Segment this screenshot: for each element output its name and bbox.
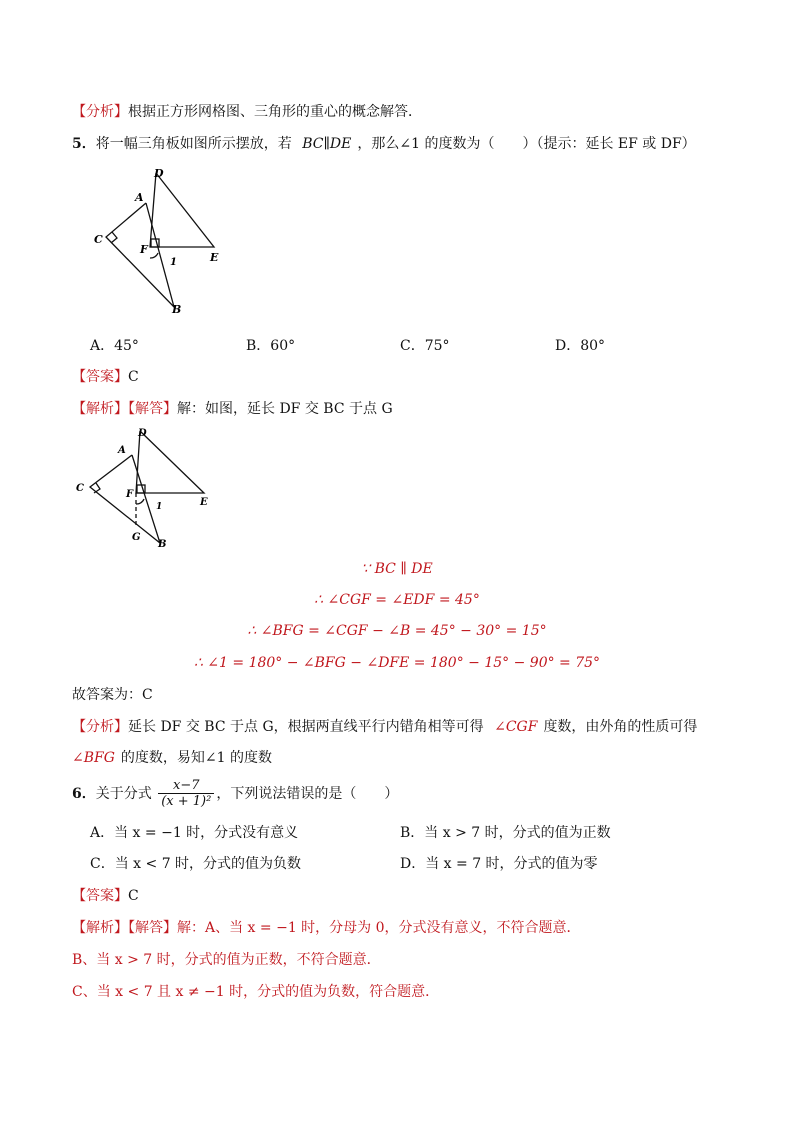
fraction-denominator: (x + 1)² (161, 794, 212, 809)
label-f: F (140, 243, 148, 256)
label-e: E (210, 251, 219, 264)
label-b: B (172, 303, 182, 316)
step-1: ∵ BC ∥ DE (361, 561, 433, 577)
label-f: F (126, 489, 134, 500)
label-g: G (132, 532, 141, 543)
answer-line-6 (72, 887, 139, 905)
step-3: ∴ ∠BFG = ∠CGF − ∠B = 45° − 30° = 15° (247, 623, 547, 639)
question-text-b: ，那么∠1 的度数为（ ）（提示：延长 EF 或 DF） (357, 136, 696, 152)
answer-value: C (128, 888, 139, 904)
math-angle-bfg: ∠BFG (72, 750, 115, 766)
question-text-a: 将一幅三角板如图所示摆放，若 (95, 136, 292, 152)
answer-line-5 (72, 368, 139, 386)
triangle-figure-2 (70, 425, 220, 550)
fraction (158, 778, 214, 810)
explain-text: 解：如图，延长 DF 交 BC 于点 G (177, 401, 393, 417)
explain-text-a: 解：A、当 x = −1 时，分母为 0，分式没有意义，不符合题意． (177, 920, 581, 936)
option-d: D．80° (555, 338, 606, 354)
label-d: D (138, 428, 147, 439)
analysis-tag: 【分析】 (72, 719, 128, 735)
label-e: E (200, 497, 208, 508)
analysis-text-a: 延长 DF 交 BC 于点 G，根据两直线平行内错角相等可得 (128, 719, 484, 735)
explain-tag: 【解析】【解答】 (72, 920, 177, 936)
analysis-text-b: 度数，由外角的性质可得 (543, 719, 698, 735)
label-b: B (158, 539, 167, 550)
question-number: 5． (72, 136, 96, 152)
label-c: C (76, 483, 84, 494)
analysis-tag: 【分析】 (72, 104, 128, 120)
analysis-5-line2 (72, 749, 272, 767)
explain-line-6b: B、当 x > 7 时，分式的值为正数，不符合题意． (72, 952, 381, 968)
question-6-stem (72, 778, 398, 810)
triangle-figure-1 (88, 165, 238, 320)
q6-option-d: D．当 x = 7 时，分式的值为零 (400, 856, 598, 872)
q6-option-b: B．当 x > 7 时，分式的值为正数 (400, 825, 611, 841)
analysis-text-c: 的度数，易知∠1 的度数 (120, 750, 273, 766)
step-2: ∴ ∠CGF = ∠EDF = 45° (314, 592, 480, 608)
math-angle-cgf: ∠CGF (494, 719, 538, 735)
option-b: B．60° (246, 338, 296, 354)
analysis-5-line1 (72, 718, 697, 736)
math-bc-parallel-de: BC∥DE (302, 136, 352, 152)
question-5-stem (72, 135, 696, 153)
q6-option-a: A．当 x = −1 时，分式没有意义 (90, 825, 299, 841)
explain-line-6c: C、当 x < 7 且 x ≠ −1 时，分式的值为负数，符合题意． (72, 984, 440, 1000)
label-angle-1: 1 (156, 502, 163, 512)
option-c: C．75° (400, 338, 450, 354)
question-text-a: 关于分式 (95, 786, 152, 802)
question-number: 6． (72, 786, 96, 802)
answer-value: C (128, 369, 139, 385)
fraction-numerator: x−7 (158, 778, 214, 794)
explain-line-6a (72, 919, 581, 937)
label-a: A (135, 191, 144, 204)
explain-line-5 (72, 400, 393, 418)
explain-tag: 【解析】【解答】 (72, 401, 177, 417)
answer-tag: 【答案】 (72, 369, 128, 385)
label-d: D (154, 167, 164, 180)
question-text-b: ，下列说法错误的是（ ） (216, 786, 399, 802)
step-4: ∴ ∠1 = 180° − ∠BFG − ∠DFE = 180° − 15° − 90° = 75° (193, 655, 601, 671)
label-a: A (118, 445, 126, 456)
label-c: C (94, 233, 103, 246)
answer-tag: 【答案】 (72, 888, 128, 904)
conclusion-5: 故答案为：C (72, 687, 153, 703)
analysis-text: 根据正方形网格图、三角形的重心的概念解答． (128, 104, 422, 120)
q6-option-c: C．当 x < 7 时，分式的值为负数 (90, 856, 302, 872)
analysis-line-prev (72, 103, 422, 121)
option-a: A．45° (90, 338, 139, 354)
label-angle-1: 1 (170, 257, 177, 268)
